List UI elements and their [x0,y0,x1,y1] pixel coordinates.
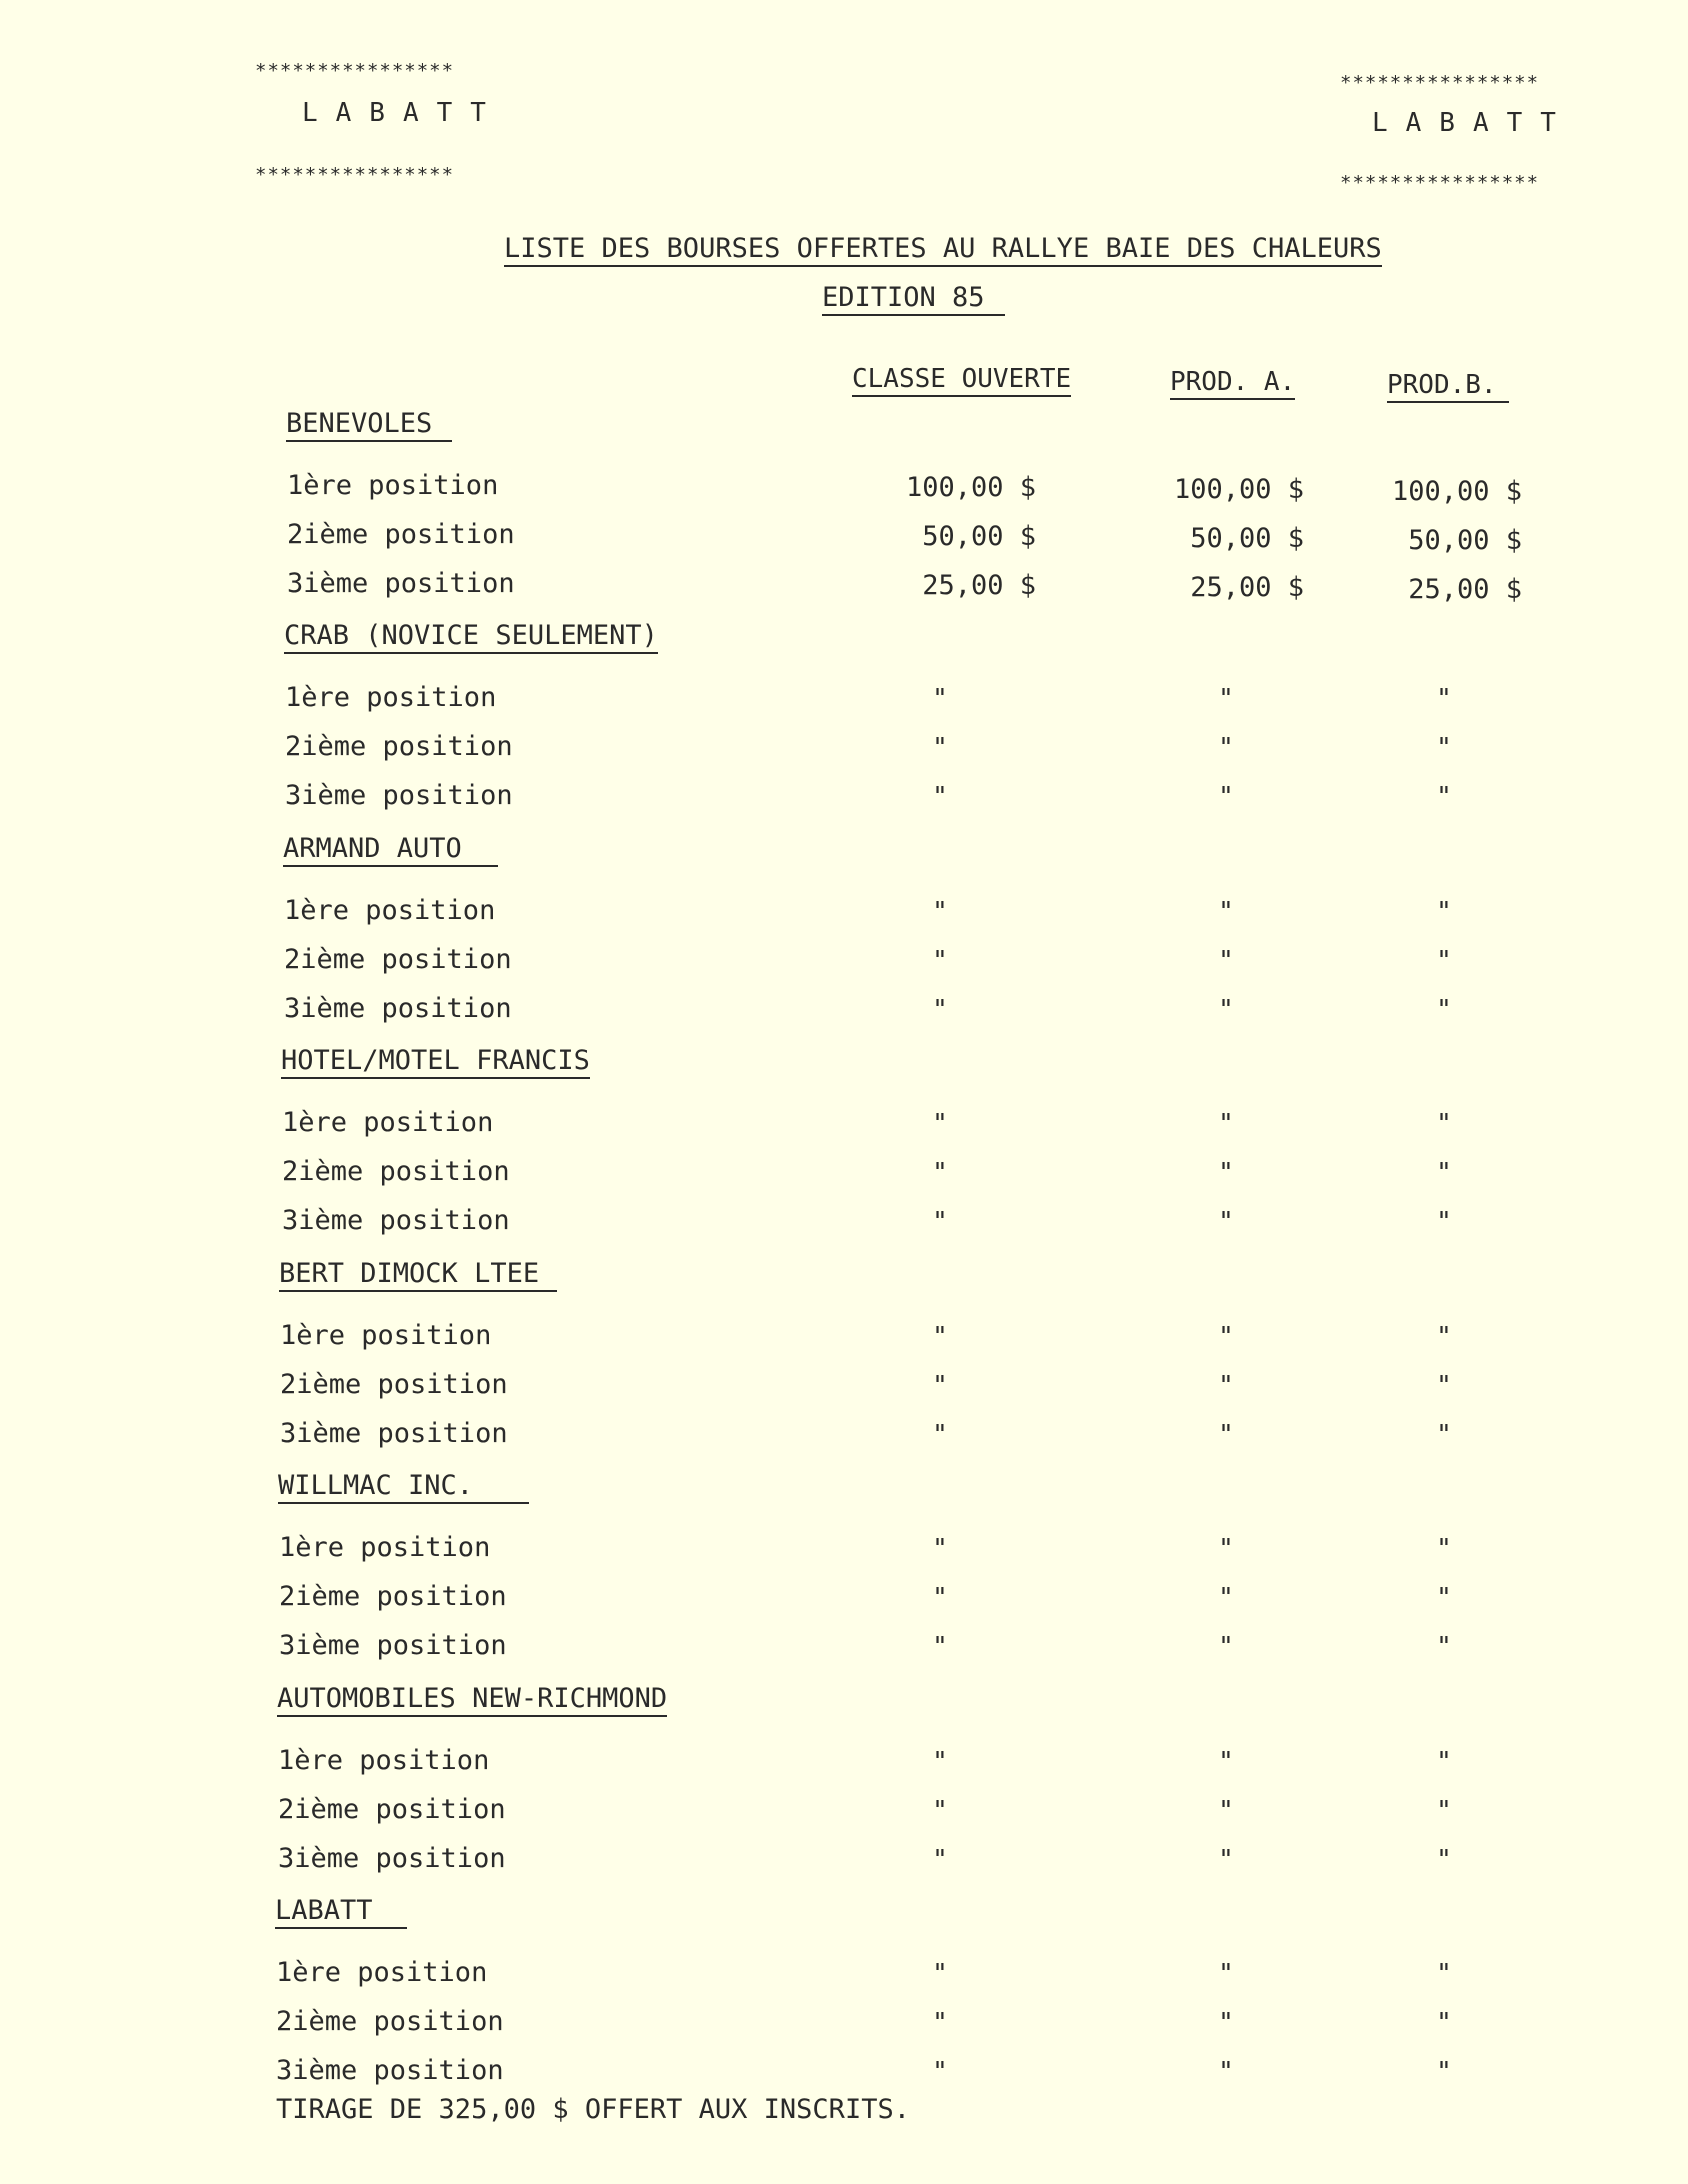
position-label: 2ième position [287,519,515,550]
position-label: 3ième position [279,1630,507,1661]
header-right-stars-bottom: **************** [1340,172,1540,194]
footer-note: TIRAGE DE 325,00 $ OFFERT AUX INSCRITS. [276,2094,910,2125]
ditto-mark: " [1436,995,1452,1025]
position-label: 3ième position [278,1843,506,1874]
ditto-mark: " [932,1420,948,1450]
ditto-mark: " [1218,1796,1234,1826]
sponsor-heading: LABATT [275,1895,407,1929]
sponsor-heading: CRAB (NOVICE SEULEMENT) [284,620,658,654]
document-title: LISTE DES BOURSES OFFERTES AU RALLYE BAIE DES CHALEURS [504,233,1382,267]
position-label: 1ère position [279,1532,491,1563]
ditto-mark: " [932,1109,948,1139]
prize-amount: 25,00 $ [1408,574,1522,605]
ditto-mark: " [1218,1534,1234,1564]
position-label: 1ère position [280,1320,492,1351]
ditto-mark: " [932,684,948,714]
ditto-mark: " [1436,946,1452,976]
ditto-mark: " [1436,1207,1452,1237]
ditto-mark: " [1436,1796,1452,1826]
prize-amount: 25,00 $ [1190,572,1304,603]
sponsor-heading: WILLMAC INC. [278,1470,529,1504]
ditto-mark: " [1218,1632,1234,1662]
ditto-mark: " [932,1747,948,1777]
ditto-mark: " [1436,1632,1452,1662]
sponsor-heading: BENEVOLES [286,408,452,442]
ditto-mark: " [932,1207,948,1237]
sponsor-heading: ARMAND AUTO [283,833,498,867]
ditto-mark: " [1218,995,1234,1025]
ditto-mark: " [1218,1322,1234,1352]
ditto-mark: " [932,733,948,763]
position-label: 2ième position [282,1156,510,1187]
ditto-mark: " [1218,2057,1234,2087]
position-label: 2ième position [278,1794,506,1825]
sponsor-heading: BERT DIMOCK LTEE [279,1258,557,1292]
position-label: 1ère position [285,682,497,713]
prize-amount: 50,00 $ [1408,525,1522,556]
ditto-mark: " [932,1796,948,1826]
ditto-mark: " [1218,1207,1234,1237]
ditto-mark: " [1218,1583,1234,1613]
ditto-mark: " [932,946,948,976]
position-label: 2ième position [284,944,512,975]
ditto-mark: " [1436,1371,1452,1401]
ditto-mark: " [1436,1747,1452,1777]
ditto-mark: " [932,1534,948,1564]
position-label: 1ère position [284,895,496,926]
position-label: 1ère position [278,1745,490,1776]
prize-amount: 25,00 $ [922,570,1036,601]
header-left-stars-top: **************** [255,60,455,82]
ditto-mark: " [932,1845,948,1875]
document-subtitle: EDITION 85 [822,282,1005,316]
ditto-mark: " [1218,1158,1234,1188]
header-right-stars-top: **************** [1340,72,1540,94]
ditto-mark: " [1436,733,1452,763]
position-label: 3ième position [287,568,515,599]
ditto-mark: " [1218,1959,1234,1989]
ditto-mark: " [1218,1109,1234,1139]
position-label: 2ième position [279,1581,507,1612]
ditto-mark: " [1218,897,1234,927]
prize-amount: 100,00 $ [905,472,1036,503]
ditto-mark: " [1436,1959,1452,1989]
prize-amount: 100,00 $ [1391,476,1522,507]
ditto-mark: " [1218,684,1234,714]
ditto-mark: " [1218,1845,1234,1875]
prize-amount: 50,00 $ [1190,523,1304,554]
ditto-mark: " [1218,733,1234,763]
ditto-mark: " [932,1371,948,1401]
prize-amount: 100,00 $ [1173,474,1304,505]
position-label: 1ère position [282,1107,494,1138]
ditto-mark: " [1218,1420,1234,1450]
position-label: 3ième position [276,2055,504,2086]
ditto-mark: " [1436,897,1452,927]
prize-amount: 50,00 $ [922,521,1036,552]
ditto-mark: " [1436,1534,1452,1564]
position-label: 2ième position [280,1369,508,1400]
ditto-mark: " [1436,1158,1452,1188]
ditto-mark: " [1436,1583,1452,1613]
ditto-mark: " [932,1322,948,1352]
ditto-mark: " [1436,684,1452,714]
ditto-mark: " [932,2008,948,2038]
ditto-mark: " [1436,1322,1452,1352]
ditto-mark: " [932,782,948,812]
column-header-prod-a: PROD. A. [1170,367,1295,400]
ditto-mark: " [932,1158,948,1188]
sponsor-heading: HOTEL/MOTEL FRANCIS [281,1045,590,1079]
position-label: 3ième position [280,1418,508,1449]
ditto-mark: " [1218,782,1234,812]
ditto-mark: " [1436,1845,1452,1875]
ditto-mark: " [932,897,948,927]
ditto-mark: " [932,1632,948,1662]
sponsor-heading: AUTOMOBILES NEW-RICHMOND [277,1683,667,1717]
ditto-mark: " [1218,1371,1234,1401]
position-label: 3ième position [285,780,513,811]
ditto-mark: " [1218,2008,1234,2038]
ditto-mark: " [932,2057,948,2087]
header-right-logo: LABATT [1372,108,1574,138]
position-label: 3ième position [282,1205,510,1236]
position-label: 1ère position [287,470,499,501]
column-header-classe-ouverte: CLASSE OUVERTE [852,364,1071,397]
header-left-stars-bottom: **************** [255,164,455,186]
ditto-mark: " [932,1583,948,1613]
position-label: 1ère position [276,1957,488,1988]
position-label: 3ième position [284,993,512,1024]
ditto-mark: " [1436,782,1452,812]
ditto-mark: " [1436,2057,1452,2087]
position-label: 2ième position [276,2006,504,2037]
position-label: 2ième position [285,731,513,762]
ditto-mark: " [932,1959,948,1989]
header-left-logo: LABATT [302,98,504,128]
column-header-prod-b: PROD.B. [1387,370,1509,403]
ditto-mark: " [1436,1109,1452,1139]
ditto-mark: " [1218,946,1234,976]
ditto-mark: " [1436,2008,1452,2038]
ditto-mark: " [1218,1747,1234,1777]
ditto-mark: " [932,995,948,1025]
ditto-mark: " [1436,1420,1452,1450]
